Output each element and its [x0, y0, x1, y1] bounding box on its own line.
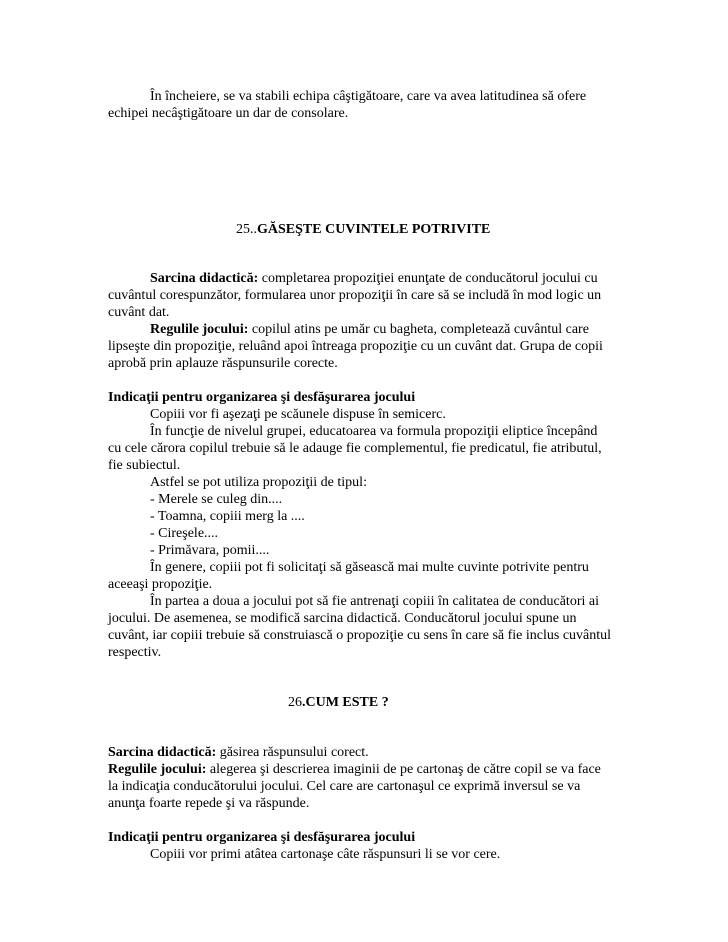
paragraph-line: aceeaşi propoziţie.: [108, 577, 213, 592]
intro-line: În încheiere, se va stabili echipa câştigătoare, care va avea latitudinea să ofere: [150, 89, 587, 104]
paragraph-line: aprobă prin aplauze răspunsurile corecte.: [108, 356, 338, 371]
intro-line: echipei necâştigătoare un dar de consolare.: [108, 106, 349, 121]
paragraph-line: cu cele cărora copilul trebuie să le adauge fie complementul, fie predicatul, fie atributul,: [108, 441, 602, 456]
section-heading-26: [288, 694, 389, 711]
rules-text: copilul atins pe umăr cu bagheta, completează cuvântul care: [248, 322, 589, 337]
paragraph-line: cuvântul corespunzător, formularea unor propoziţii în care să se includă în mod logic un: [108, 288, 602, 303]
section-number: 25: [236, 222, 250, 237]
paragraph-line: fie subiectul.: [108, 458, 181, 473]
section-heading-25: [236, 221, 490, 238]
example-line: - Toamna, copiii merg la ....: [150, 509, 305, 524]
paragraph-line: Copiii vor primi atâtea cartonaşe câte răspunsuri li se vor cere.: [150, 847, 501, 862]
paragraph-line: lipseşte din propoziţie, reluând apoi întreaga propoziţie cu un cuvânt dat. Grupa de copii: [108, 339, 603, 354]
task-label: Sarcina didactică:: [150, 271, 259, 286]
paragraph-line: [108, 761, 601, 778]
rules-label: Regulile jocului:: [150, 322, 249, 337]
rules-label: Regulile jocului:: [108, 762, 207, 777]
indications-heading: Indicaţii pentru organizarea şi desfăşurarea jocului: [108, 390, 416, 405]
paragraph-line: anunţa foarte repede şi va răspunde.: [108, 796, 310, 811]
section-title: .CUM ESTE ?: [302, 695, 389, 710]
paragraph-line: cuvânt, iar copiii trebuie să construiască o propoziţie cu sens în care să fie inclus cuvântul: [108, 628, 612, 643]
section-title: GĂSEŞTE CUVINTELE POTRIVITE: [257, 222, 491, 237]
task-label: Sarcina didactică:: [108, 745, 217, 760]
paragraph-line: [150, 321, 589, 338]
indications-heading: Indicaţii pentru organizarea şi desfăşurarea jocului: [108, 830, 416, 845]
section-dots: ..: [250, 222, 257, 237]
paragraph-line: cuvânt dat.: [108, 305, 170, 320]
example-line: - Cireşele....: [150, 526, 219, 541]
section-number: 26: [288, 695, 302, 710]
task-text: găsirea răspunsului corect.: [216, 745, 369, 760]
paragraph-line: În funcţie de nivelul grupei, educatoarea va formula propoziţii eliptice începând: [150, 424, 598, 439]
paragraph-line: În partea a doua a jocului pot să fie antrenaţi copiii în calitatea de conducători ai: [150, 594, 599, 609]
paragraph-line: În genere, copiii pot fi solicitaţi să găsească mai multe cuvinte potrivite pentru: [150, 560, 589, 575]
paragraph-line: [150, 270, 598, 287]
paragraph-line: la indicaţia conducătorului jocului. Cel care are cartonaşul ce exprimă inversul se va: [108, 779, 581, 794]
task-text: completarea propoziţiei enunţate de conducătorul jocului cu: [258, 271, 598, 286]
paragraph-line: [108, 744, 369, 761]
paragraph-line: respectiv.: [108, 645, 162, 660]
example-line: - Primăvara, pomii....: [150, 543, 270, 558]
rules-text: alegerea şi descrierea imaginii de pe cartonaş de către copil se va face: [206, 762, 601, 777]
paragraph-line: jocului. De asemenea, se modifică sarcina didactică. Conducătorul jocului spune un: [108, 611, 577, 626]
example-line: - Merele se culeg din....: [150, 492, 283, 507]
paragraph-line: Astfel se pot utiliza propoziţii de tipul:: [150, 475, 367, 490]
paragraph-line: Copiii vor fi aşezaţi pe scăunele dispuse în semicerc.: [150, 407, 446, 422]
